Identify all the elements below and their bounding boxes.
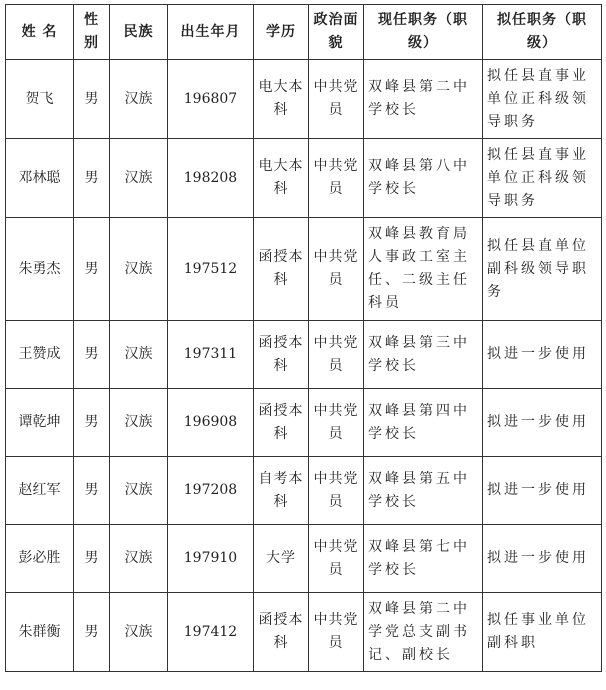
cell-politics: 中共党员 — [309, 60, 364, 139]
cell-name: 王赞成 — [6, 321, 74, 389]
cell-politics: 中共党员 — [309, 139, 364, 218]
cell-gender: 男 — [74, 60, 110, 139]
cell-education: 函授本科 — [254, 593, 309, 672]
header-ethnicity: 民族 — [110, 5, 168, 60]
cell-name: 朱勇杰 — [6, 218, 74, 321]
cell-ethnicity: 汉族 — [110, 60, 168, 139]
header-proposed-position: 拟任职务（职级） — [483, 5, 602, 60]
cell-proposed-position: 拟任县直事业单位正科级领导职务 — [483, 60, 602, 139]
cell-name: 朱群衡 — [6, 593, 74, 672]
cell-politics: 中共党员 — [309, 593, 364, 672]
cell-gender: 男 — [74, 218, 110, 321]
cell-current-position: 双峰县第五中学校长 — [364, 457, 483, 525]
cell-gender: 男 — [74, 457, 110, 525]
table-row — [6, 139, 602, 218]
header-name: 姓 名 — [6, 5, 74, 60]
cell-ethnicity: 汉族 — [110, 321, 168, 389]
cell-birth: 196908 — [168, 389, 254, 457]
cell-gender: 男 — [74, 525, 110, 593]
cell-proposed-position: 拟进一步使用 — [483, 457, 602, 525]
cell-gender: 男 — [74, 321, 110, 389]
cell-current-position: 双峰县第三中学校长 — [364, 321, 483, 389]
cell-proposed-position: 拟进一步使用 — [483, 321, 602, 389]
cell-education: 大学 — [254, 525, 309, 593]
cell-proposed-position: 拟任县直事业单位正科级领导职务 — [483, 139, 602, 218]
cell-proposed-position: 拟任事业单位副科职 — [483, 593, 602, 672]
cell-ethnicity: 汉族 — [110, 139, 168, 218]
table-row — [6, 218, 602, 321]
cell-proposed-position: 拟进一步使用 — [483, 525, 602, 593]
header-politics: 政治面貌 — [309, 5, 364, 60]
cell-birth: 197208 — [168, 457, 254, 525]
cell-current-position: 双峰县第四中学校长 — [364, 389, 483, 457]
cell-ethnicity: 汉族 — [110, 218, 168, 321]
cell-politics: 中共党员 — [309, 321, 364, 389]
cell-name: 彭必胜 — [6, 525, 74, 593]
header-birth: 出生年月 — [168, 5, 254, 60]
cell-education: 电大本科 — [254, 60, 309, 139]
table-row — [6, 593, 602, 672]
cell-birth: 197910 — [168, 525, 254, 593]
cell-gender: 男 — [74, 139, 110, 218]
cell-education: 函授本科 — [254, 218, 309, 321]
cell-politics: 中共党员 — [309, 525, 364, 593]
cell-politics: 中共党员 — [309, 389, 364, 457]
cell-politics: 中共党员 — [309, 457, 364, 525]
cell-ethnicity: 汉族 — [110, 389, 168, 457]
cell-ethnicity: 汉族 — [110, 593, 168, 672]
cell-birth: 197512 — [168, 218, 254, 321]
cell-current-position: 双峰县第二中学党总支副书记、副校长 — [364, 593, 483, 672]
cell-birth: 197412 — [168, 593, 254, 672]
cell-education: 电大本科 — [254, 139, 309, 218]
cell-current-position: 双峰县第七中学校长 — [364, 525, 483, 593]
cell-birth: 196807 — [168, 60, 254, 139]
cell-name: 邓林聪 — [6, 139, 74, 218]
cell-proposed-position: 拟任县直单位副科级领导职务 — [483, 218, 602, 321]
cell-education: 自考本科 — [254, 457, 309, 525]
cell-name: 谭乾坤 — [6, 389, 74, 457]
cell-politics: 中共党员 — [309, 218, 364, 321]
table-row — [6, 60, 602, 139]
table-row — [6, 457, 602, 525]
cell-ethnicity: 汉族 — [110, 525, 168, 593]
table-row — [6, 389, 602, 457]
cell-education: 函授本科 — [254, 389, 309, 457]
cell-current-position: 双峰县第二中学校长 — [364, 60, 483, 139]
cell-name: 贺飞 — [6, 60, 74, 139]
cadre-roster-table — [5, 4, 602, 672]
header-current-position: 现任职务（职级） — [364, 5, 483, 60]
table-row — [6, 321, 602, 389]
cell-birth: 197311 — [168, 321, 254, 389]
cell-current-position: 双峰县第八中学校长 — [364, 139, 483, 218]
cell-gender: 男 — [74, 593, 110, 672]
header-education: 学历 — [254, 5, 309, 60]
cell-current-position: 双峰县教育局人事政工室主任、二级主任科员 — [364, 218, 483, 321]
table-row — [6, 525, 602, 593]
cell-gender: 男 — [74, 389, 110, 457]
header-gender: 性别 — [74, 5, 110, 60]
cell-name: 赵红军 — [6, 457, 74, 525]
cell-education: 函授本科 — [254, 321, 309, 389]
cell-ethnicity: 汉族 — [110, 457, 168, 525]
header-row — [6, 5, 602, 60]
cell-birth: 198208 — [168, 139, 254, 218]
cell-proposed-position: 拟进一步使用 — [483, 389, 602, 457]
